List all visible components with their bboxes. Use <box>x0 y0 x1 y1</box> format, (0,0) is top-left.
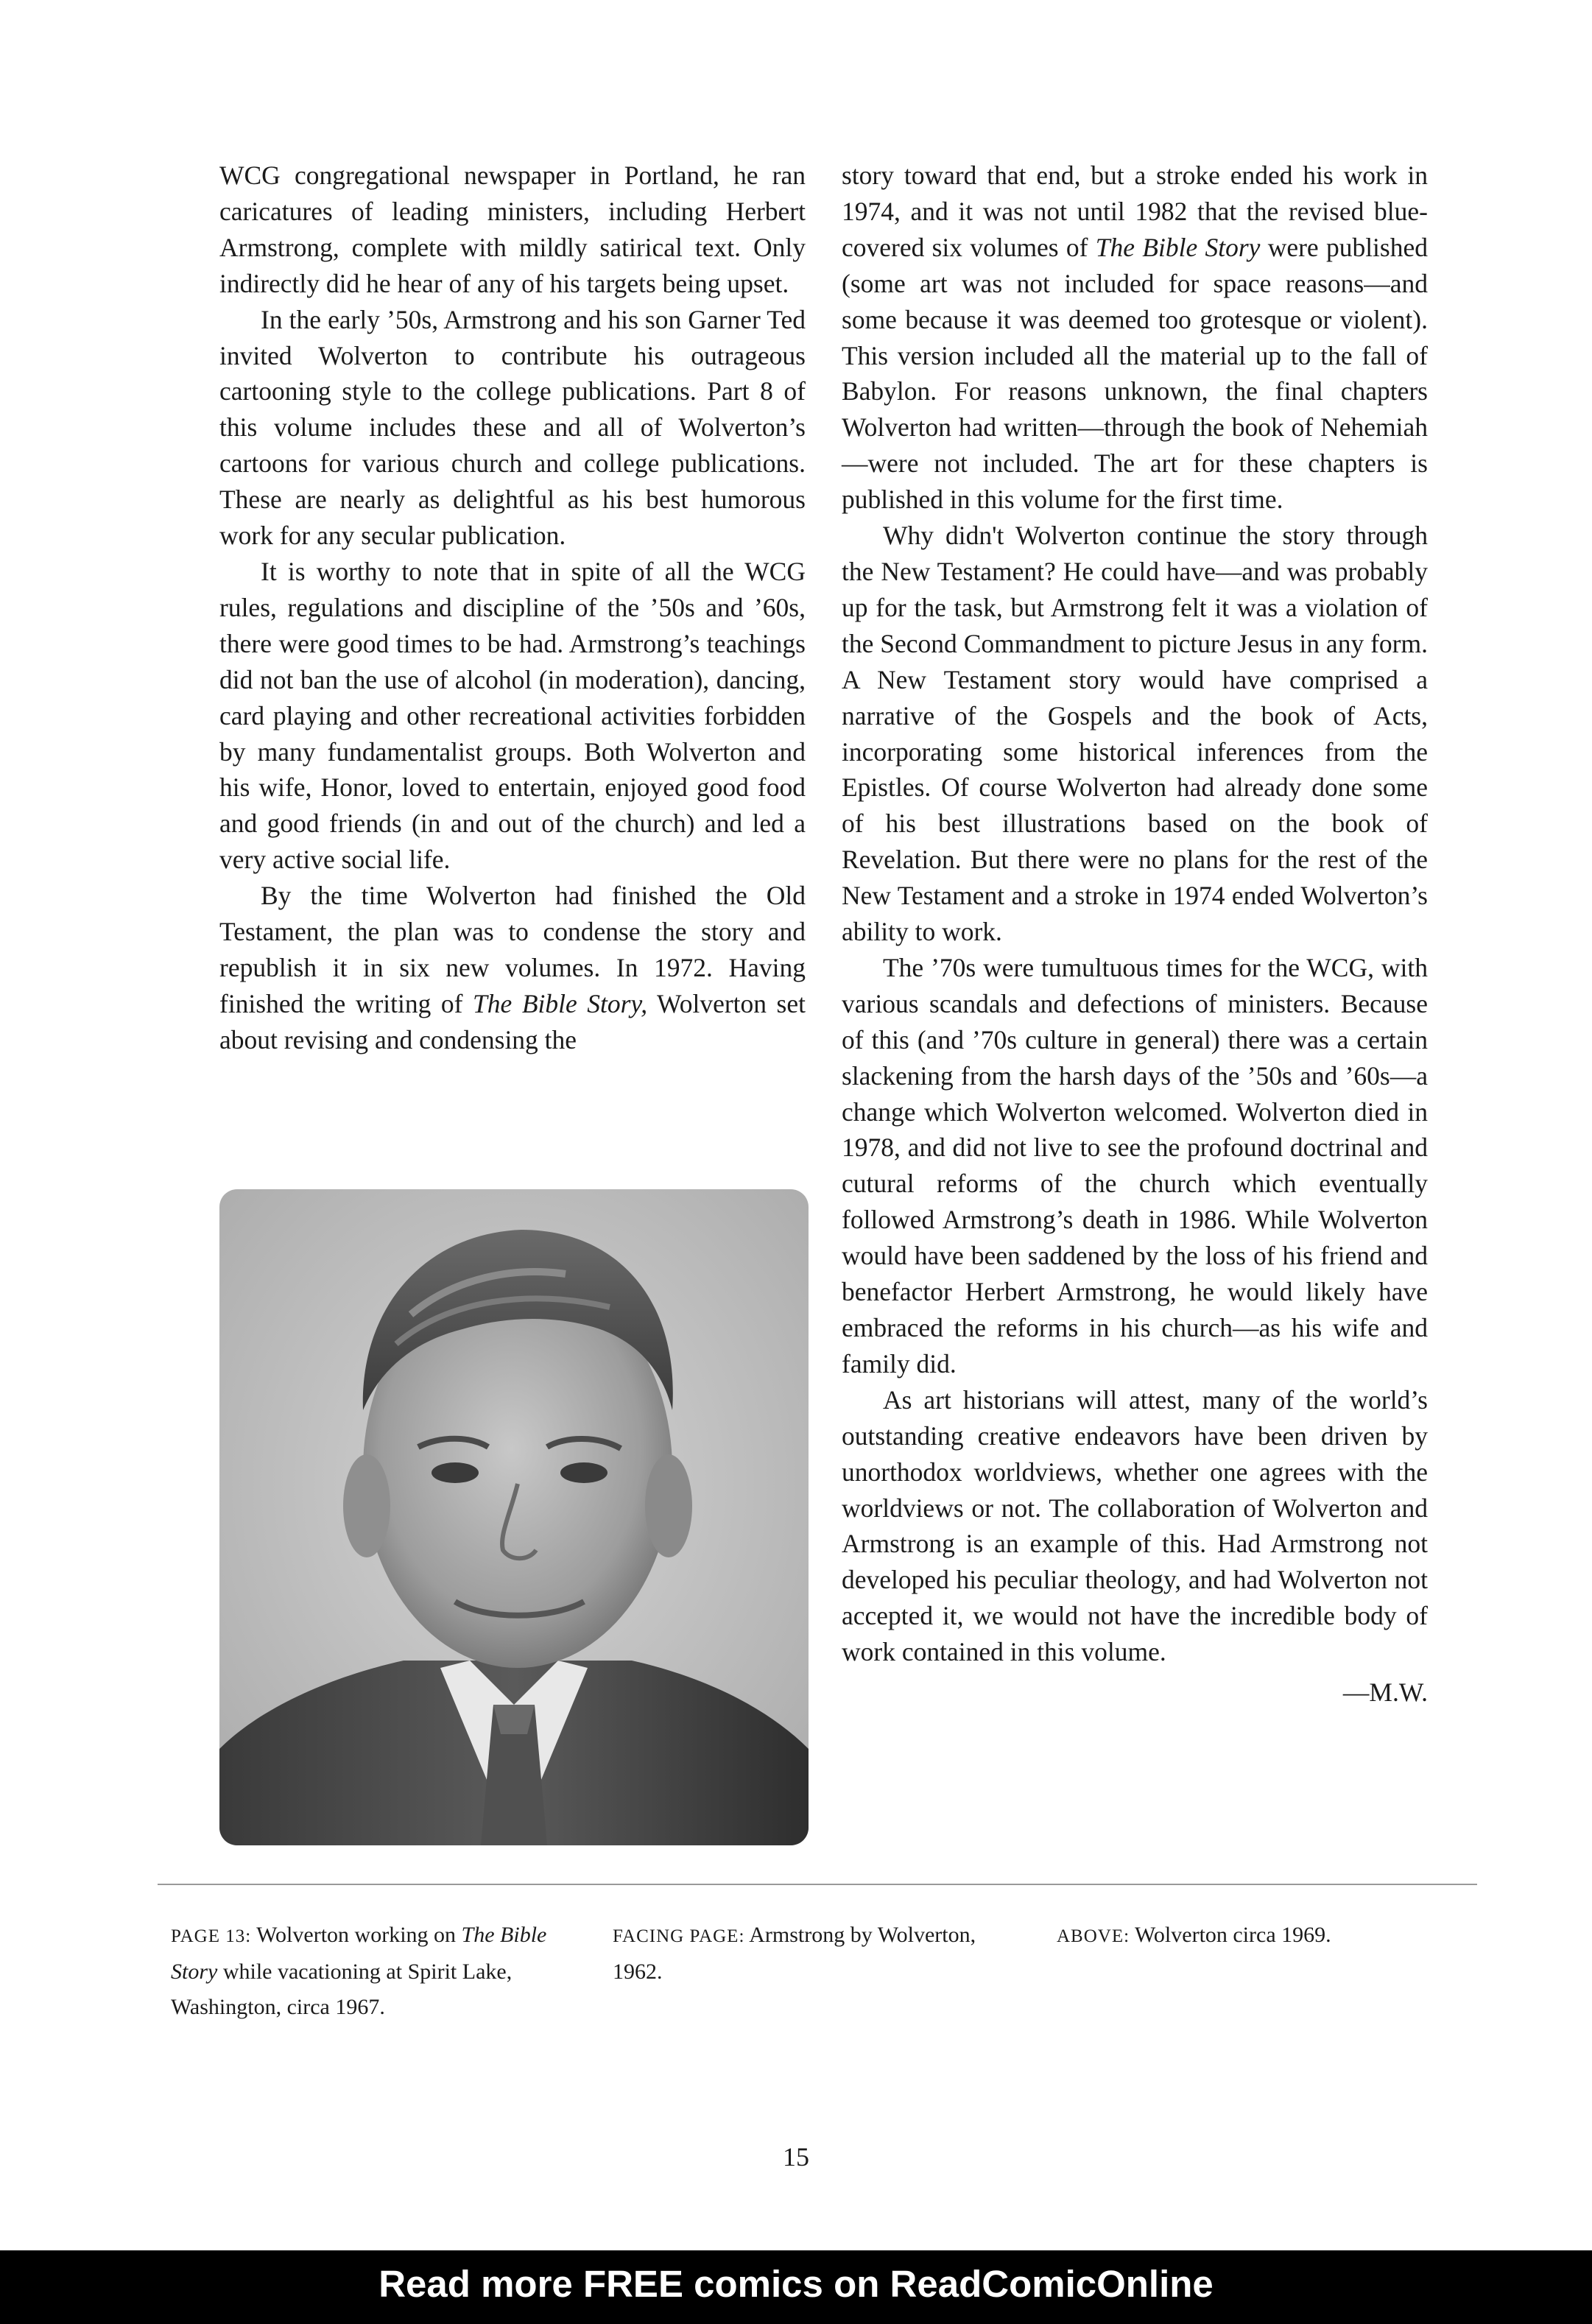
paragraph: WCG congregational newspaper in Portland, he ran caricatures of leading ministers, including Herbert Armstrong, complete with mildly satirical text. Only indirectly did he hear of any of his targets being upset. <box>219 161 806 298</box>
text-run: By the time Wolverton had finished the Old Testament, the plan was to condense the story and republish it in six new volumes. In 1972. Having finished the writing of <box>219 881 806 1018</box>
paragraph: In the early ’50s, Armstrong and his son Garner Ted invited Wolverton to contribute his outrageous cartooning style to the college publications. Part 8 of this volume includes these and all of Wolverton’s cartoons for various church and college publications. These are nearly as delightful as his best humorous work for any secular publication. <box>219 304 806 551</box>
caption-label: FACING PAGE: <box>613 1926 745 1946</box>
paragraph <box>219 878 806 1058</box>
text-run: story toward that end, but a stroke ended his work in 1974, and it was not until 1982 that the revised blue-covered six volumes of <box>842 161 1428 262</box>
right-column <box>842 158 1428 1711</box>
text-run: Wolverton set about revising and condensing the <box>219 988 806 1054</box>
caption-above <box>1057 1918 1469 1954</box>
caption-text: Wolverton circa 1969. <box>1130 1923 1331 1947</box>
caption-divider <box>158 1884 1477 1885</box>
caption-text: while vacationing at Spirit Lake, Washington, circa 1967. <box>171 1959 513 2019</box>
portrait-photo <box>219 1189 809 1845</box>
paragraph <box>842 158 1428 518</box>
caption-label: ABOVE: <box>1057 1926 1130 1946</box>
caption-facing-page <box>613 1918 1010 1990</box>
book-title: The Bible Story <box>1095 232 1261 262</box>
promo-banner-text[interactable]: Read more FREE comics on ReadComicOnline <box>378 2263 1214 2305</box>
caption-label: PAGE 13: <box>171 1926 252 1946</box>
caption-page-13 <box>171 1918 561 2025</box>
promo-banner[interactable] <box>0 2250 1592 2324</box>
caption-text: Wolverton working on <box>251 1923 462 1947</box>
left-column <box>219 158 806 1058</box>
text-run: were published (some art was not included for space reasons—and some because it was deemed too grotesque or violent). This version included all the material up to the fall of Babylon. For reasons unknown, the final chapters Wolverton had written—through the book of Nehemiah—were not included. The art for these chapters is published in this volume for the first time. <box>842 232 1428 515</box>
book-title: The Bible Story, <box>473 988 648 1018</box>
caption-text: Armstrong by Wolverton, 1962. <box>613 1923 976 1984</box>
author-signature: —M.W. <box>1342 1677 1428 1708</box>
paragraph: As art historians will attest, many of the world’s outstanding creative endeavors have been driven by unorthodox worldviews, whether one agrees with the worldviews or not. The collaboration of Wolverton and Armstrong is an example of this. Had Armstrong not developed his peculiar theology, and had Wolverton not accepted it, we would not have the incredible body of work contained in this volume. <box>842 1384 1428 1667</box>
paragraph: It is worthy to note that in spite of all the WCG rules, regulations and discipline of the ’50s and ’60s, there were good times to be had. Armstrong’s teachings did not ban the use of alcohol (in moderation), dancing, card playing and other recreational activities forbidden by many fundamentalist groups. Both Wolverton and his wife, Honor, loved to entertain, enjoyed good food and good friends (in and out of the church) and led a very active social life. <box>219 556 806 875</box>
page-number: 15 <box>783 2142 809 2172</box>
paragraph: The ’70s were tumultuous times for the WCG, with various scandals and defections of ministers. Because of this (and ’70s culture in general) there was a certain slackening from the harsh days of the ’50s and ’60s—a change which Wolverton welcomed. Wolverton died in 1978, and did not live to see the profound doctrinal and cutural reforms of the church which eventually followed Armstrong’s death in 1986. While Wolverton would have been saddened by the loss of his friend and benefactor Herbert Armstrong, he would likely have embraced the reforms in his church—as his wife and family did. <box>842 952 1428 1378</box>
book-title: The Bible Story <box>171 1923 547 1984</box>
paragraph: Why didn't Wolverton continue the story through the New Testament? He could have—and was probably up for the task, but Armstrong felt it was a violation of the Second Commandment to picture Jesus in any form. A New Testament story would have comprised a narrative of the Gospels and the book of Acts, incorporating some historical inferences from the Epistles. Of course Wolverton had already done some of his best illustrations based on the book of Revelation. But there were no plans for the rest of the New Testament and a stroke in 1974 ended Wolverton’s ability to work. <box>842 521 1428 947</box>
